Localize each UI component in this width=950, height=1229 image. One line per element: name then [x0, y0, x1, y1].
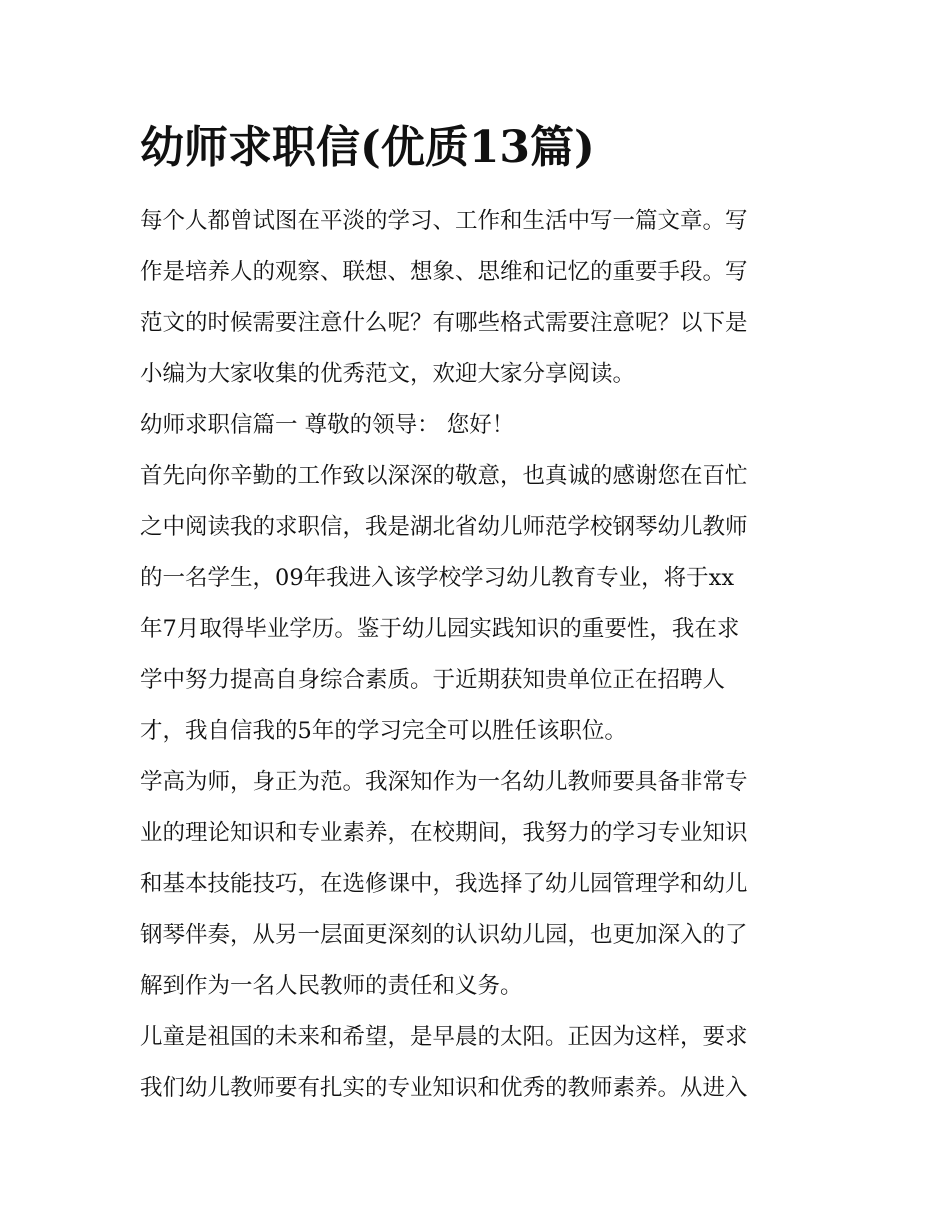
paragraph-line: 和基本技能技巧，在选修课中，我选择了幼儿园管理学和幼儿: [140, 871, 748, 897]
paragraph-line: 年7月取得毕业学历。鉴于幼儿园实践知识的重要性，我在求: [140, 616, 740, 642]
document-title: 幼师求职信(优质13篇): [140, 122, 595, 173]
paragraph-line: 业的理论知识和专业素养，在校期间，我努力的学习专业知识: [140, 820, 748, 846]
paragraph-line: 首先向你辛勤的工作致以深深的敬意，也真诚的感谢您在百忙: [140, 463, 748, 489]
paragraph-line: 每个人都曾试图在平淡的学习、工作和生活中写一篇文章。写: [140, 208, 748, 234]
body-paragraph-2: [140, 757, 812, 1012]
paragraph-line: 解到作为一名人民教师的责任和义务。: [140, 973, 523, 999]
paragraph-line: 我们幼儿教师要有扎实的专业知识和优秀的教师素养。从进入: [140, 1075, 748, 1101]
document-page: [140, 112, 812, 1114]
intro-paragraph: [140, 196, 812, 400]
paragraph-line: 学中努力提高自身综合素质。于近期获知贵单位正在招聘人: [140, 667, 726, 693]
paragraph-line: 钢琴伴奏，从另一层面更深刻的认识幼儿园，也更加深入的了: [140, 922, 748, 948]
paragraph-line: 幼师求职信篇一 尊敬的领导： 您好！: [140, 412, 515, 438]
paragraph-line: 的一名学生，09年我进入该学校学习幼儿教育专业，将于xx: [140, 565, 735, 591]
paragraph-line: 作是培养人的观察、联想、想象、思维和记忆的重要手段。写: [140, 259, 748, 285]
paragraph-line: 小编为大家收集的优秀范文，欢迎大家分享阅读。: [140, 361, 636, 387]
paragraph-line: 儿童是祖国的未来和希望，是早晨的太阳。正因为这样，要求: [140, 1024, 748, 1050]
paragraph-line: 之中阅读我的求职信，我是湖北省幼儿师范学校钢琴幼儿教师: [140, 514, 748, 540]
paragraph-line: 才，我自信我的5年的学习完全可以胜任该职位。: [140, 718, 627, 744]
body-paragraph-3: [140, 1012, 812, 1114]
paragraph-line: 范文的时候需要注意什么呢？有哪些格式需要注意呢？以下是: [140, 310, 748, 336]
letter-heading-paragraph: [140, 400, 812, 451]
paragraph-line: 学高为师，身正为范。我深知作为一名幼儿教师要具备非常专: [140, 769, 748, 795]
body-paragraph-1: [140, 451, 812, 757]
